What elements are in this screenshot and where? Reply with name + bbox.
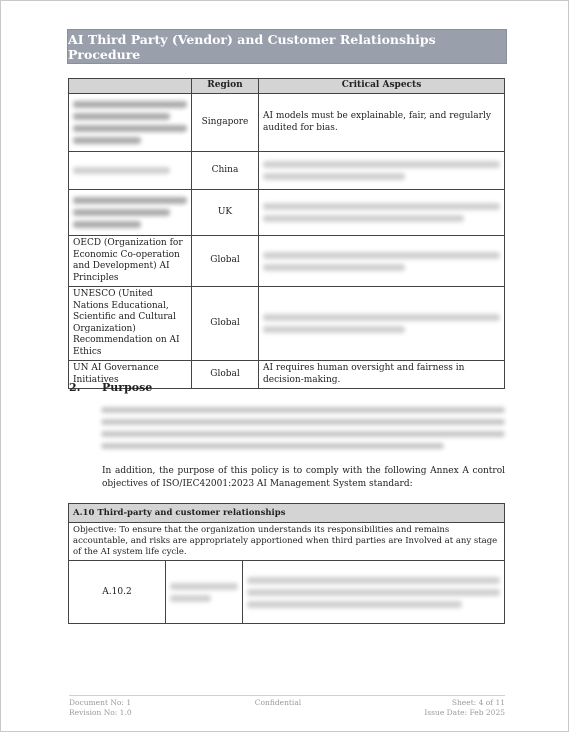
- redacted-text: [263, 215, 464, 222]
- redacted-text: [101, 443, 444, 449]
- region-cell: Global: [192, 236, 259, 287]
- control-row: [69, 561, 504, 623]
- region-cell: UK: [192, 190, 259, 236]
- control-section-heading: A.10 Third-party and customer relationships: [69, 504, 505, 523]
- redacted-text: [73, 125, 187, 132]
- redacted-text: [263, 203, 500, 210]
- framework-cell-redacted: [69, 190, 192, 236]
- table-row: [69, 152, 505, 190]
- table-row: [69, 287, 505, 361]
- region-cell: China: [192, 152, 259, 190]
- framework-cell-redacted: [69, 152, 192, 190]
- region-cell: Global: [192, 361, 259, 389]
- footer-left: [69, 698, 132, 717]
- revision-number: Revision No: 1.0: [69, 707, 132, 717]
- region-cell: Global: [192, 287, 259, 361]
- document-title: AI Third Party (Vendor) and Customer Relationships Procedure: [68, 31, 436, 62]
- redacted-text: [101, 407, 505, 413]
- redacted-text: [263, 252, 500, 259]
- issue-date: Issue Date: Feb 2025: [424, 707, 505, 717]
- table-row: [69, 190, 505, 236]
- region-cell: Singapore: [192, 94, 259, 152]
- redacted-text: [263, 264, 405, 271]
- redacted-paragraph: [101, 401, 505, 451]
- redacted-text: [263, 326, 405, 333]
- footer-right: [424, 698, 505, 717]
- redacted-text: [73, 101, 187, 108]
- aspects-cell-redacted: [259, 287, 505, 361]
- aspects-cell-redacted: [259, 236, 505, 287]
- redacted-text: [263, 173, 405, 180]
- redacted-text: [73, 221, 141, 228]
- redacted-text: [247, 577, 500, 584]
- aspects-cell-redacted: [259, 152, 505, 190]
- classification-label: Confidential: [254, 698, 302, 707]
- redacted-text: [73, 197, 187, 204]
- sheet-number: Sheet: 4 of 11: [451, 698, 505, 707]
- control-description-redacted: [243, 561, 505, 623]
- purpose-paragraph: In addition, the purpose of this policy is to comply with the following Annex A control objectives of ISO/IEC42001:2023 AI Management System standard:: [102, 466, 505, 489]
- section-title: Purpose: [102, 381, 153, 394]
- column-header-framework: [69, 79, 192, 94]
- framework-cell: OECD (Organization for Economic Co-operation and Development) AI Principles: [69, 236, 192, 287]
- page-footer: [69, 695, 505, 717]
- redacted-text: [101, 419, 505, 425]
- control-objective: Objective: To ensure that the organization understands its responsibilities and remains accountable, and risks are appropriately apportioned when third parties are Involved at any stage of the AI system life cycle.: [69, 523, 505, 561]
- redacted-text: [73, 113, 170, 120]
- redacted-text: [247, 601, 462, 608]
- control-title-redacted: [166, 561, 243, 623]
- framework-cell: UNESCO (United Nations Educational, Scientific and Cultural Organization) Recommendation on AI Ethics: [69, 287, 192, 361]
- redacted-text: [73, 167, 170, 174]
- document-title-banner: [67, 29, 507, 64]
- column-header-region: Region: [192, 79, 259, 94]
- redacted-text: [170, 595, 211, 602]
- aspects-cell-redacted: [259, 190, 505, 236]
- redacted-text: [101, 431, 505, 437]
- footer-center: [255, 698, 301, 717]
- redacted-text: [263, 161, 500, 168]
- table-row: [69, 236, 505, 287]
- document-number: Document No: 1: [69, 698, 132, 707]
- framework-cell-redacted: [69, 94, 192, 152]
- redacted-text: [263, 314, 500, 321]
- regulations-table: [68, 78, 505, 389]
- column-header-critical-aspects: Critical Aspects: [259, 79, 505, 94]
- table-row: [69, 94, 505, 152]
- redacted-text: [73, 209, 170, 216]
- section-number: 2.: [69, 381, 81, 394]
- section-heading-purpose: [69, 381, 152, 394]
- aspects-cell: AI requires human oversight and fairness in decision-making.: [259, 361, 505, 389]
- redacted-text: [73, 137, 141, 144]
- control-id: A.10.2: [102, 586, 132, 597]
- redacted-text: [170, 583, 238, 590]
- table-header-row: [69, 79, 505, 94]
- control-row-container: [69, 561, 505, 624]
- redacted-text: [247, 589, 500, 596]
- control-objectives-table: [68, 503, 505, 624]
- aspects-cell: AI models must be explainable, fair, and regularly audited for bias.: [259, 94, 505, 152]
- framework-cell: UN AI Governance Initiatives: [69, 361, 192, 389]
